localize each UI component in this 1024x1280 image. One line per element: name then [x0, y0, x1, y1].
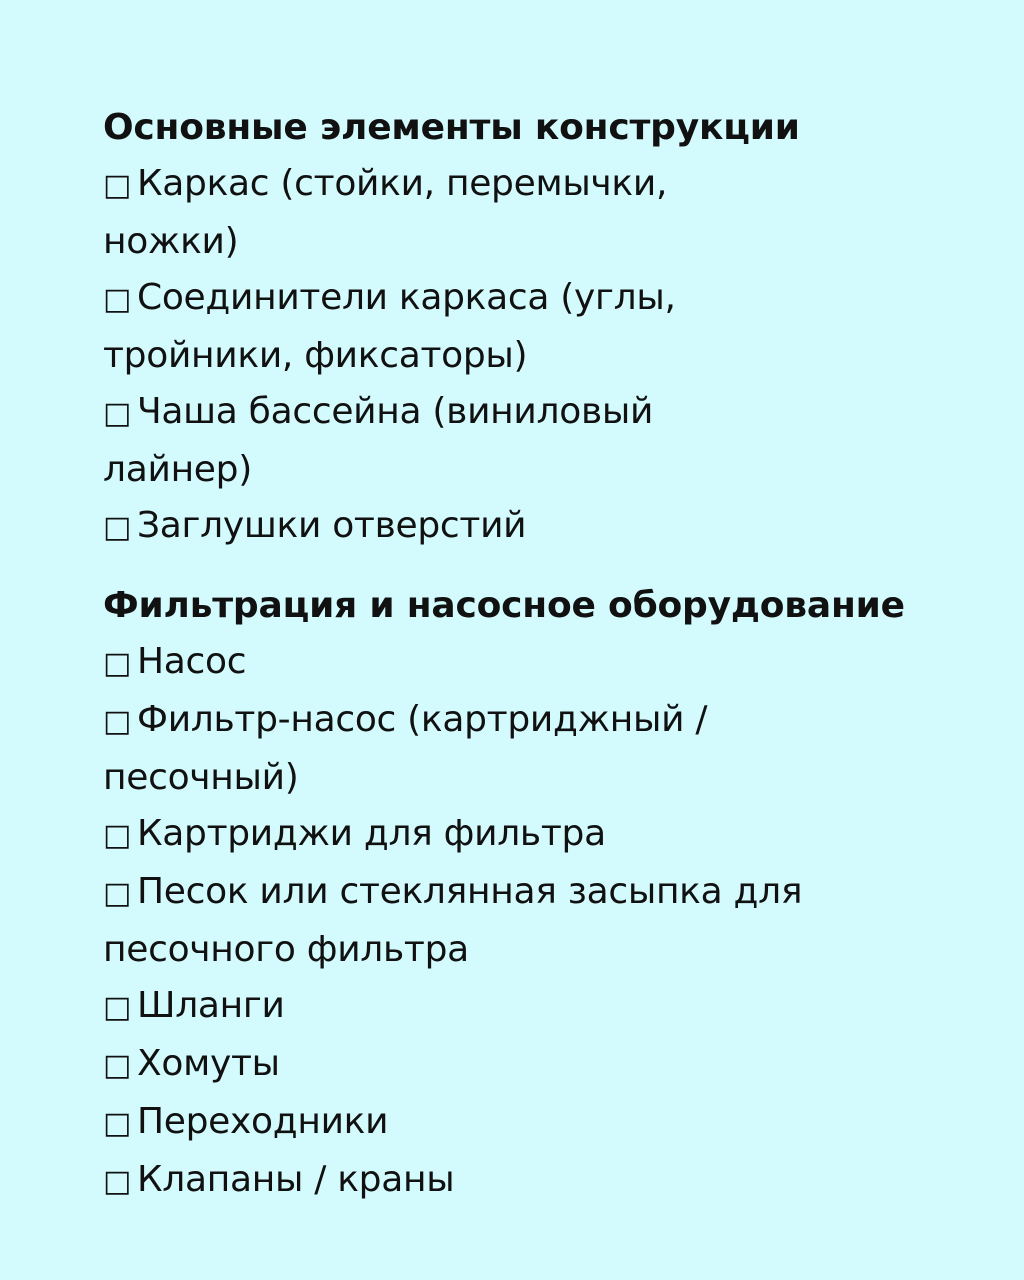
item-label: Заглушки отверстий [137, 505, 527, 546]
section-title: Основные элементы конструкции [103, 107, 800, 148]
item-label: Чаша бассейна (виниловый лайнер) [103, 391, 654, 490]
list-item [103, 1094, 944, 1152]
item-label: Шланги [137, 985, 285, 1026]
list-item [103, 498, 944, 556]
section-title: Фильтрация и насосное оборудование [103, 585, 905, 626]
checkbox-icon: □ [103, 1048, 132, 1083]
section-filtration [103, 578, 944, 1210]
item-label: Клапаны / краны [137, 1159, 455, 1200]
item-label: Соединители каркаса (углы, тройники, фиксаторы) [103, 277, 676, 376]
checkbox-icon: □ [103, 704, 132, 739]
checkbox-icon: □ [103, 510, 132, 545]
list-item [103, 270, 713, 384]
item-label: Фильтр-насос (картриджный / песочный) [103, 699, 708, 798]
item-label: Хомуты [137, 1043, 280, 1084]
checkbox-icon: □ [103, 168, 132, 203]
item-label: Каркас (стойки, перемычки, ножки) [103, 163, 668, 262]
checkbox-icon: □ [103, 646, 132, 681]
list-item [103, 806, 944, 864]
section-construction [103, 100, 944, 556]
checkbox-icon: □ [103, 1164, 132, 1199]
list-item [103, 692, 733, 806]
checkbox-icon: □ [103, 396, 132, 431]
item-list [103, 634, 944, 1210]
list-item [103, 864, 843, 978]
item-label: Насос [137, 641, 247, 682]
checkbox-icon: □ [103, 990, 132, 1025]
checkbox-icon: □ [103, 1106, 132, 1141]
item-label: Переходники [137, 1101, 389, 1142]
item-label: Картриджи для фильтра [137, 813, 606, 854]
list-item [103, 978, 944, 1036]
list-item [103, 634, 944, 692]
checkbox-icon: □ [103, 282, 132, 317]
item-list [103, 156, 944, 556]
list-item [103, 1036, 944, 1094]
item-label: Песок или стеклянная засыпка для песочного фильтра [103, 871, 803, 970]
list-item [103, 156, 703, 270]
list-item [103, 384, 703, 498]
checkbox-icon: □ [103, 876, 132, 911]
checkbox-icon: □ [103, 818, 132, 853]
list-item [103, 1152, 944, 1210]
